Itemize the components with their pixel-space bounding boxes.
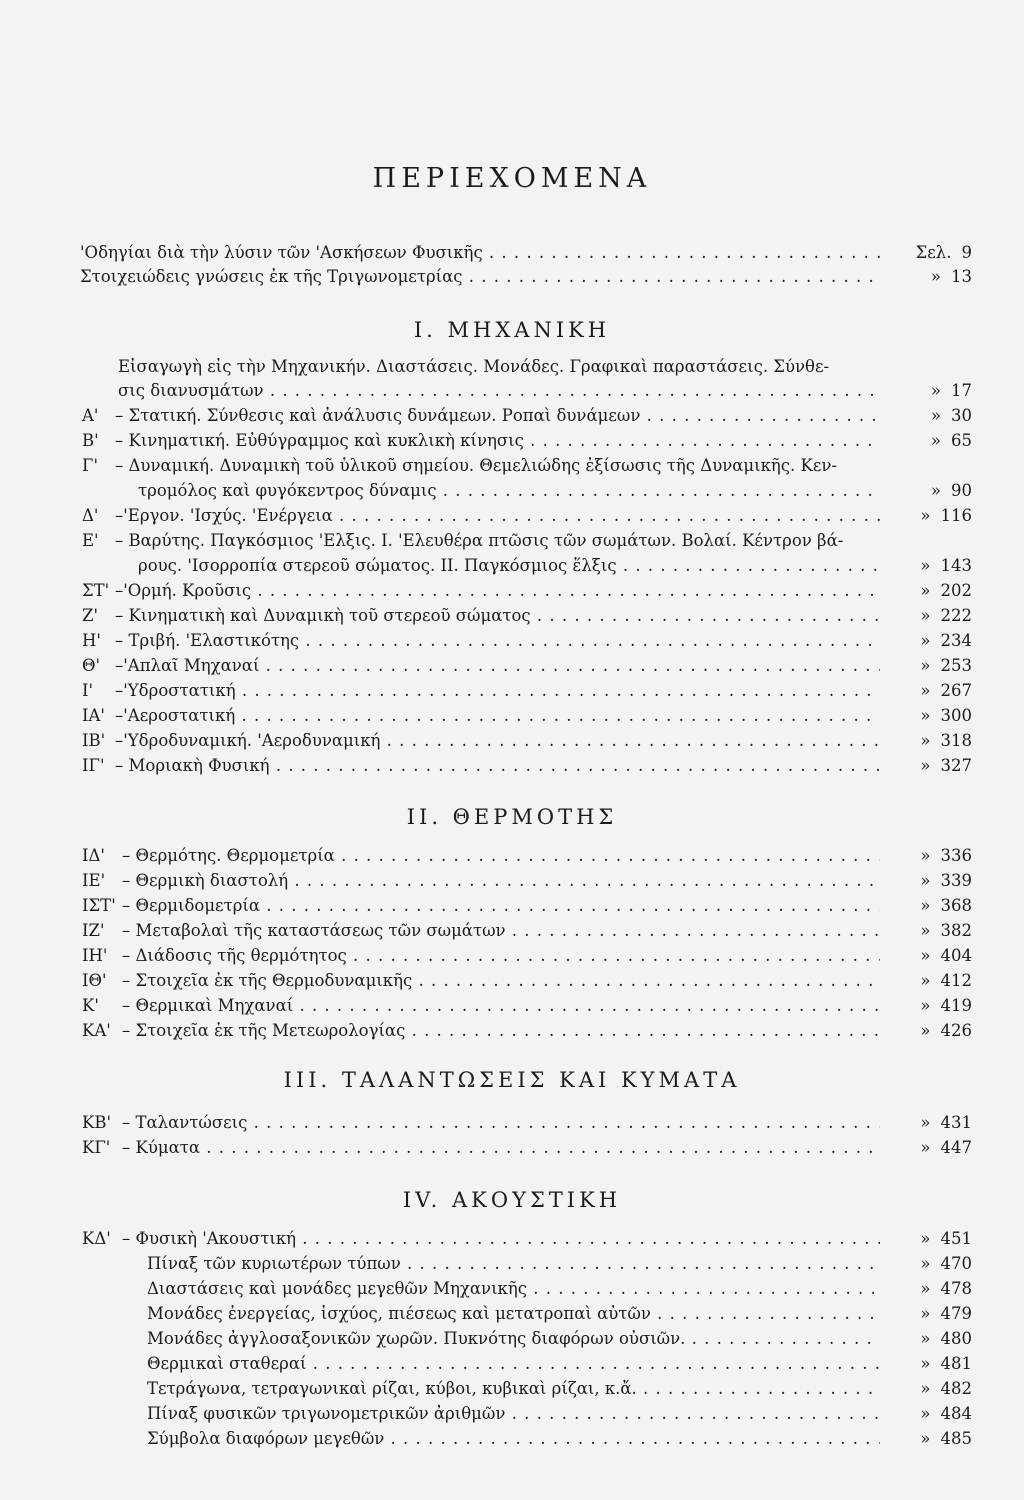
entry-title: – Στατική. Σύνθεσις καὶ ἀνάλυσις δυνάμεων. Ροπαὶ δυνάμεων . . . [115,405,880,427]
page-number [931,266,972,288]
toc-entry [0,1428,1024,1450]
page-value: 481 [940,1354,972,1373]
page-mark: » [920,971,931,990]
page-value: 9 [961,243,972,262]
entry-title: – Θερμιδομετρία . . . [122,895,880,917]
entry-title: – Θερμικαὶ Μηχαναί . . . [122,995,880,1017]
toc-entry [0,945,1024,967]
page-value: 17 [951,381,972,400]
chapter-letter: Θ' [82,656,101,675]
page-mark: » [920,606,931,625]
page-value: 253 [940,656,972,675]
page-mark: Σελ. [915,243,952,262]
chapter-letter: ΙΑ' [82,706,105,725]
page-value: 65 [951,431,972,450]
chapter-letter: ΚΔ' [82,1229,111,1248]
entry-title: – Τριβή. 'Ελαστικότης . . . [115,630,880,652]
entry-title: – Ταλαντώσεις . . . [122,1112,880,1134]
page-value: 480 [940,1329,972,1348]
page-number [920,705,972,727]
page-number [920,970,972,992]
toc-entry [0,605,1024,627]
toc-entry [0,630,1024,652]
section-heading: I. ΜΗΧΑΝΙΚΗ [413,318,611,342]
page-mark: » [920,996,931,1015]
page-number [920,1278,972,1300]
section-heading: II. ΘΕΡΜΟΤΗΣ [406,805,618,829]
toc-entry [0,995,1024,1017]
chapter-letter: ΙΕ' [82,871,106,890]
page-mark: » [920,706,931,725]
toc-entry [0,455,1024,477]
entry-title: ρους. 'Ισορροπία στερεοῦ σώματος. ΙΙ. Παγκόσμιος ἕλξις . . . [138,555,880,577]
entry-title: Μονάδες ἀγγλοσαξονικῶν χωρῶν. Πυκνότης διαφόρων οὐσιῶν. . . . [147,1328,880,1350]
entry-title: Θερμικαὶ σταθεραί . . . [147,1353,880,1375]
page-value: 327 [940,756,972,775]
toc-entry [0,1020,1024,1042]
entry-title: – Μεταβολαὶ τῆς καταστάσεως τῶν σωμάτων . . . [122,920,880,942]
page-number [920,555,972,577]
chapter-letter: Ε' [82,531,99,550]
section-heading: IV. ΑΚΟΥΣΤΙΚΗ [402,1188,622,1212]
entry-title: Εἰσαγωγὴ εἰς τὴν Μηχανικήν. Διαστάσεις. Μονάδες. Γραφικαὶ παραστάσεις. Σύνθε- [118,357,830,376]
toc-entry [0,655,1024,677]
chapter-letter: Κ' [82,996,99,1015]
entry-title: –'Υδροδυναμική. 'Αεροδυναμική . . . [115,730,880,752]
page-mark: » [920,506,931,525]
toc-entry [0,1328,1024,1350]
page-number [920,1378,972,1400]
page-value: 90 [951,481,972,500]
page-mark: » [920,1229,931,1248]
toc-entry [0,266,1024,288]
entry-title: –'Ορμή. Κροῦσις . . . [115,580,880,602]
page-mark: » [930,267,941,286]
page-number [920,1020,972,1042]
page-number [920,580,972,602]
page-number [920,1328,972,1350]
page-number [920,845,972,867]
page-number [920,1112,972,1134]
toc-entry [0,970,1024,992]
page-value: 431 [940,1113,972,1132]
entry-title: – Μοριακὴ Φυσική . . . [115,755,880,777]
chapter-letter: Γ' [82,456,98,475]
entry-title: Σύμβολα διαφόρων μεγεθῶν . . . [147,1428,880,1450]
page-mark: » [920,756,931,775]
chapter-letter: ΙΒ' [82,731,106,750]
page-value: 412 [940,971,972,990]
page-number [916,242,972,264]
page-mark: » [930,381,941,400]
chapter-letter: ΙΓ' [82,756,105,775]
chapter-letter: Ζ' [82,606,99,625]
page-number [920,730,972,752]
page-mark: » [920,1404,931,1423]
toc-entry [0,1378,1024,1400]
chapter-letter: Α' [82,406,99,425]
page-value: 426 [940,1021,972,1040]
page-value: 267 [940,681,972,700]
entry-title: – Στοιχεῖα ἐκ τῆς Μετεωρολογίας . . . [122,1020,880,1042]
page-title: ΠΕΡΙΕΧΟΜΕΝΑ [372,163,652,194]
entry-title: Πίναξ φυσικῶν τριγωνομετρικῶν ἀριθμῶν . . . [147,1403,880,1425]
page-number [931,405,972,427]
page-value: 202 [940,581,972,600]
page-value: 419 [940,996,972,1015]
toc-entry [0,755,1024,777]
page-number [920,1137,972,1159]
page-value: 470 [940,1254,972,1273]
toc-entry [0,580,1024,602]
page-mark: » [920,946,931,965]
page-value: 222 [940,606,972,625]
page-value: 30 [951,406,972,425]
page-mark: » [920,731,931,750]
page-mark: » [920,1429,931,1448]
page-number [920,680,972,702]
page-value: 318 [940,731,972,750]
entry-title: – Θερμικὴ διαστολή . . . [122,870,880,892]
page-mark: » [920,1354,931,1373]
toc-entry [0,530,1024,552]
entry-title: – Στοιχεῖα ἐκ τῆς Θερμοδυναμικῆς . . . [122,970,880,992]
page-number [931,480,972,502]
toc-entry [0,1278,1024,1300]
page-number [920,755,972,777]
page-number [920,1403,972,1425]
entry-title: – Θερμότης. Θερμομετρία . . . [122,845,880,867]
page-value: 336 [940,846,972,865]
toc-entry [0,480,1024,502]
page-value: 116 [940,506,972,525]
page-mark: » [920,1021,931,1040]
page-mark: » [920,896,931,915]
chapter-letter: ΙΣΤ' [82,896,116,915]
page-value: 339 [940,871,972,890]
page-mark: » [930,406,941,425]
page-number [920,605,972,627]
page-number [920,1428,972,1450]
toc-entry [0,730,1024,752]
entry-title: Στοιχειώδεις γνώσεις ἐκ τῆς Τριγωνομετρίας . . . [80,266,880,288]
chapter-letter: Δ' [82,506,99,525]
page-mark: » [920,1379,931,1398]
entry-title: – Κινηματική. Εὐθύγραμμος καὶ κυκλικὴ κίνησις . . . [115,430,880,452]
page-value: 143 [940,556,972,575]
toc-entry [0,380,1024,402]
page-number [920,1303,972,1325]
page-number [920,870,972,892]
page-value: 485 [940,1429,972,1448]
page-mark: » [930,431,941,450]
toc-entry [0,870,1024,892]
page-number [920,505,972,527]
page-value: 484 [940,1404,972,1423]
chapter-letter: ΚΒ' [82,1113,111,1132]
page-mark: » [920,656,931,675]
page-mark: » [920,581,931,600]
chapter-letter: ΙΘ' [82,971,107,990]
entry-title: – Διάδοσις τῆς θερμότητος . . . [122,945,880,967]
entry-title: – Κινηματικὴ καὶ Δυναμικὴ τοῦ στερεοῦ σώματος . . . [115,605,880,627]
page-number [931,430,972,452]
toc-entry [0,405,1024,427]
page-value: 300 [940,706,972,725]
toc-entry [0,1112,1024,1134]
toc-entry [0,1137,1024,1159]
page-value: 404 [940,946,972,965]
toc-entry [0,505,1024,527]
chapter-letter: ΚΑ' [82,1021,111,1040]
chapter-letter: ΣΤ' [82,581,110,600]
entry-title: – Κύματα . . . [122,1137,880,1159]
page-mark: » [920,631,931,650]
toc-entry [0,895,1024,917]
toc-entry [0,1303,1024,1325]
toc-entry [0,680,1024,702]
page-number [920,630,972,652]
entry-title: Μονάδες ἐνεργείας, ἰσχύος, πιέσεως καὶ μετατροπαὶ αὐτῶν . . . [147,1303,880,1325]
chapter-letter: ΙΖ' [82,921,105,940]
page-value: 478 [940,1279,972,1298]
page-mark: » [920,1254,931,1273]
page-value: 382 [940,921,972,940]
page-number [920,1353,972,1375]
chapter-letter: Β' [82,431,99,450]
toc-entry [0,1353,1024,1375]
page-mark: » [920,1138,931,1157]
page-number [920,895,972,917]
toc-entry [0,1253,1024,1275]
page-number [920,1228,972,1250]
page-value: 447 [940,1138,972,1157]
entry-title: Διαστάσεις καὶ μονάδες μεγεθῶν Μηχανικῆς . . . [147,1278,880,1300]
page-number [920,655,972,677]
page-value: 482 [940,1379,972,1398]
chapter-letter: ΚΓ' [82,1138,111,1157]
toc-entry [0,920,1024,942]
page-mark: » [920,1113,931,1132]
entry-title: – Βαρύτης. Παγκόσμιος 'Ελξις. Ι. 'Ελευθέρα πτῶσις τῶν σωμάτων. Βολαί. Κέντρον βά- [115,531,844,550]
page-mark: » [920,871,931,890]
entry-title: – Φυσικὴ 'Ακουστική . . . [122,1228,880,1250]
chapter-letter: Ι' [82,681,94,700]
page-value: 13 [951,267,972,286]
entry-title: –'Υδροστατική . . . [115,680,880,702]
page-number [920,995,972,1017]
page-number [920,945,972,967]
page-number [931,380,972,402]
toc-entry [0,705,1024,727]
entry-title: – Δυναμική. Δυναμικὴ τοῦ ὑλικοῦ σημείου. Θεμελιώδης ἐξίσωσις τῆς Δυναμικῆς. Κεν- [115,456,838,475]
page-mark: » [920,1279,931,1298]
page-number [920,920,972,942]
entry-title: Πίναξ τῶν κυριωτέρων τύπων . . . [147,1253,880,1275]
page-value: 451 [940,1229,972,1248]
toc-entry [0,1403,1024,1425]
chapter-letter: Η' [82,631,101,650]
page-mark: » [920,846,931,865]
entry-title: –'Εργον. 'Ισχύς. 'Ενέργεια . . . [115,505,880,527]
entry-title: –'Αεροστατική . . . [115,705,880,727]
entry-title: –'Απλαῖ Μηχαναί . . . [115,655,880,677]
page-value: 479 [940,1304,972,1323]
toc-entry [0,1228,1024,1250]
section-heading: III. ΤΑΛΑΝΤΩΣΕΙΣ ΚΑΙ ΚΥΜΑΤΑ [283,1068,741,1092]
page-value: 234 [940,631,972,650]
page-mark: » [920,921,931,940]
toc-entry [0,356,1024,378]
chapter-letter: ΙΗ' [82,946,108,965]
entry-title: 'Οδηγίαι διὰ τὴν λύσιν τῶν 'Ασκήσεων Φυσικῆς . . . [80,242,880,264]
entry-title: σις διανυσμάτων . . . [118,380,880,402]
page-mark: » [920,681,931,700]
page-number [920,1253,972,1275]
toc-entry [0,242,1024,264]
entry-title: τρομόλος καὶ φυγόκεντρος δύναμις . . . [138,480,880,502]
chapter-letter: ΙΔ' [82,846,105,865]
page-mark: » [920,1329,931,1348]
toc-entry [0,430,1024,452]
page-mark: » [930,481,941,500]
page-value: 368 [940,896,972,915]
toc-entry [0,845,1024,867]
entry-title: Τετράγωνα, τετραγωνικαὶ ρίζαι, κύβοι, κυβικαὶ ρίζαι, κ.ἄ. . . . [147,1378,880,1400]
toc-entry [0,555,1024,577]
page-mark: » [920,1304,931,1323]
page-mark: » [920,556,931,575]
